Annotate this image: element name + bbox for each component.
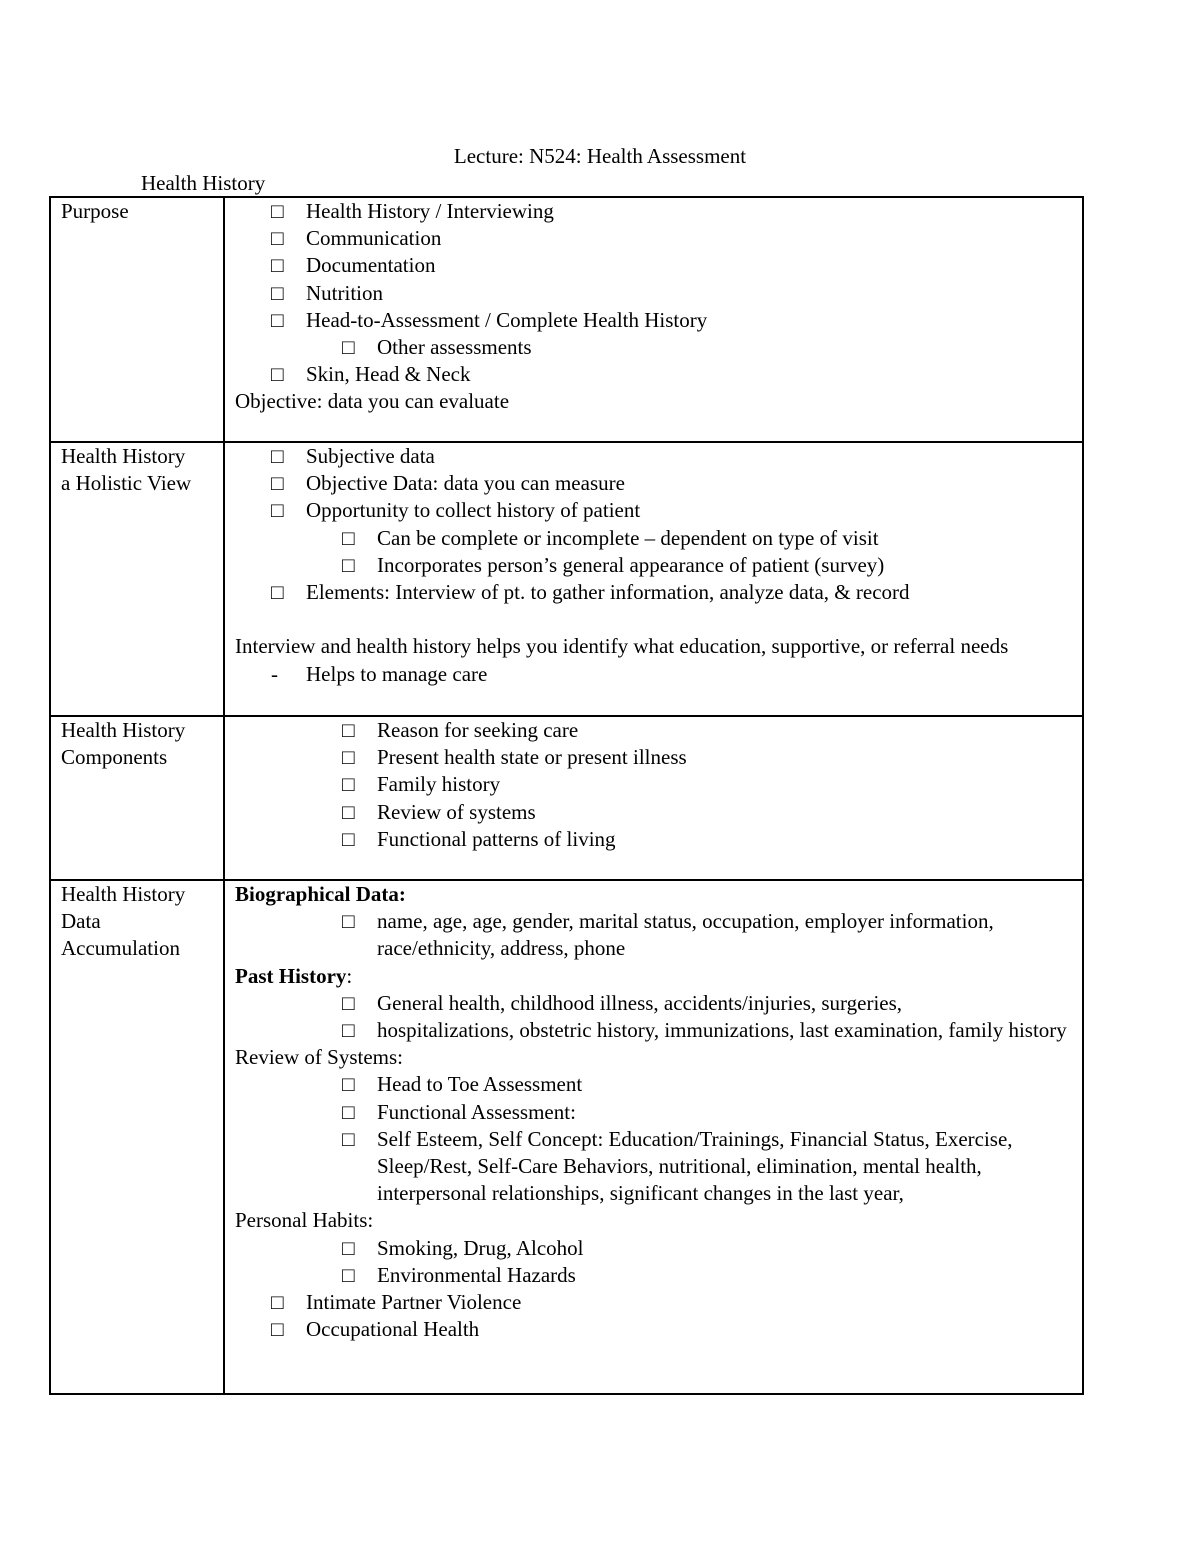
row-label-holistic-view: Health History a Holistic View [50, 442, 224, 716]
list-item: - Helps to manage care [235, 661, 1078, 688]
list-item: □ hospitalizations, obstetric history, immunizations, last examination, family history [235, 1017, 1078, 1044]
checkbox-bullet-icon: □ [342, 799, 355, 824]
list-item: □ Can be complete or incomplete – dependent on type of visit [235, 525, 1078, 552]
checkbox-bullet-icon: □ [342, 1126, 355, 1151]
dash-bullet-icon: - [271, 661, 278, 686]
list-item: □ Review of systems [235, 799, 1078, 826]
table-caption: Health History [141, 171, 266, 195]
checkbox-bullet-icon: □ [342, 745, 355, 770]
checkbox-bullet-icon: □ [271, 253, 284, 278]
list-item: □ Other assessments [235, 334, 1078, 361]
list-item: □ Incorporates person’s general appearance of patient (survey) [235, 552, 1078, 579]
row-content-holistic-view [224, 442, 1083, 716]
section-heading-review-of-systems: Review of Systems: [235, 1045, 403, 1070]
checkbox-bullet-icon: □ [271, 307, 284, 332]
checkbox-bullet-icon: □ [342, 772, 355, 797]
list-item: □ Opportunity to collect history of patient [235, 497, 1078, 524]
list-item: □ Functional patterns of living [235, 826, 1078, 853]
checkbox-bullet-icon: □ [271, 226, 284, 251]
table-row-components [50, 716, 1083, 880]
checkbox-bullet-icon: □ [271, 580, 284, 605]
table-row-purpose [50, 197, 1083, 442]
checkbox-bullet-icon: □ [271, 199, 284, 223]
list-item: □ Environmental Hazards [235, 1262, 1078, 1289]
table-row-data-accumulation [50, 880, 1083, 1394]
checkbox-bullet-icon: □ [342, 525, 355, 550]
row-label-components: Health History Components [50, 716, 224, 880]
section-heading-biographical: Biographical Data: [235, 882, 406, 906]
section-heading-personal-habits: Personal Habits: [235, 1208, 374, 1233]
checkbox-bullet-icon: □ [271, 498, 284, 523]
checkbox-bullet-icon: □ [271, 280, 284, 305]
document-title: Lecture: N524: Health Assessment [453, 144, 747, 168]
checkbox-bullet-icon: □ [342, 335, 355, 360]
checkbox-bullet-icon: □ [271, 1290, 284, 1315]
list-item: □ Documentation [235, 252, 1078, 279]
list-item: □ name, age, age, gender, marital status, occupation, employer information, race/ethnicity, address, phone [342, 909, 994, 961]
list-item: □ General health, childhood illness, accidents/injuries, surgeries, [235, 990, 1078, 1017]
list-item: □ Reason for seeking care [235, 717, 1078, 744]
list-item: □ Self Esteem, Self Concept: Education/Trainings, Financial Status, Exercise, Sleep/Rest, Self-Care Behaviors, nutritional, elimination, mental health, interpersonal relationships, significant changes in the last year, [342, 1126, 1013, 1206]
checkbox-bullet-icon: □ [271, 444, 284, 468]
checkbox-bullet-icon: □ [271, 1317, 284, 1342]
list-item: □ Head to Toe Assessment [235, 1071, 1078, 1098]
spacer [235, 606, 1078, 633]
checkbox-bullet-icon: □ [271, 362, 284, 387]
list-item: □ Elements: Interview of pt. to gather information, analyze data, & record [235, 579, 1078, 606]
checkbox-bullet-icon: □ [342, 1099, 355, 1124]
list-item: □ Smoking, Drug, Alcohol [235, 1235, 1078, 1262]
list-item: □ Intimate Partner Violence [235, 1289, 1078, 1316]
paragraph-text: Interview and health history helps you identify what education, supportive, or referral needs [235, 634, 1009, 659]
row-content-purpose [224, 197, 1083, 442]
checkbox-bullet-icon: □ [342, 990, 355, 1015]
list-item: □ Health History / Interviewing [235, 198, 1078, 225]
checkbox-bullet-icon: □ [342, 1262, 355, 1287]
list-item: □ Objective Data: data you can measure [235, 470, 1078, 497]
checkbox-bullet-icon: □ [342, 909, 355, 934]
checkbox-bullet-icon: □ [342, 1018, 355, 1043]
row-content-components [224, 716, 1083, 880]
list-item: □ Head-to-Assessment / Complete Health History [235, 307, 1078, 334]
list-item: □ Family history [235, 771, 1078, 798]
row-label-purpose: Purpose [50, 197, 224, 442]
list-item: □ Communication [235, 225, 1078, 252]
checkbox-bullet-icon: □ [342, 826, 355, 851]
checkbox-bullet-icon: □ [342, 718, 355, 742]
list-item: □ Present health state or present illness [235, 744, 1078, 771]
checkbox-bullet-icon: □ [271, 471, 284, 496]
objective-text: Objective: data you can evaluate [235, 389, 510, 414]
section-heading-past-history: Past History: [235, 963, 353, 988]
row-label-data-accumulation: Health History Data Accumulation [50, 880, 224, 1394]
list-item: □ Functional Assessment: [235, 1099, 1078, 1126]
health-history-table [49, 196, 1084, 1395]
list-item: □ Nutrition [235, 280, 1078, 307]
checkbox-bullet-icon: □ [342, 1072, 355, 1097]
list-item: □ Occupational Health [235, 1316, 1078, 1343]
checkbox-bullet-icon: □ [342, 552, 355, 577]
list-item: □ Skin, Head & Neck [235, 361, 1078, 388]
table-row-holistic-view [50, 442, 1083, 716]
list-item: □ Subjective data [235, 443, 1078, 470]
row-content-data-accumulation [224, 880, 1083, 1394]
checkbox-bullet-icon: □ [342, 1235, 355, 1260]
